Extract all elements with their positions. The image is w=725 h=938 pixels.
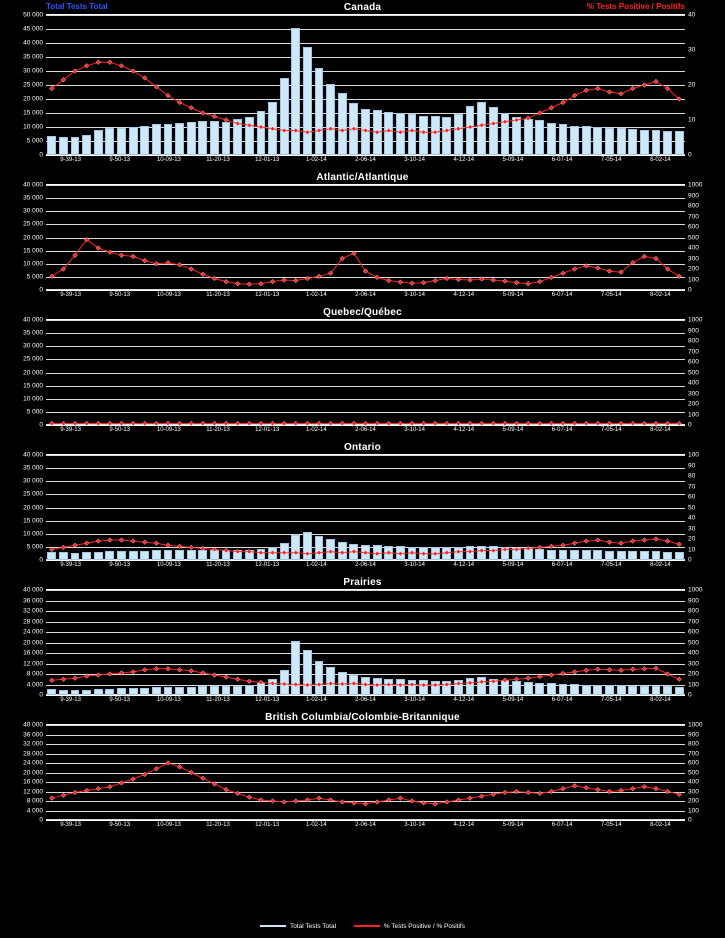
y-axis-right-tick-label: 400	[688, 649, 699, 657]
y-axis-tick-label: 12 000	[23, 788, 43, 795]
y-axis-right-tick-label: 200	[688, 670, 699, 678]
y-axis-tick-label: 25 000	[23, 355, 43, 363]
y-axis-tick-label: 35 000	[23, 329, 43, 337]
y-axis-tick-label: 24 000	[23, 628, 43, 636]
y-axis-tick-label: 10 000	[23, 395, 43, 403]
y-axis-tick-label: 25 000	[23, 220, 43, 228]
x-axis-tick-label: 5-09-14	[502, 562, 524, 568]
y-axis-right-tick-label: 800	[688, 607, 699, 615]
y-axis-tick-label: 5 000	[26, 273, 43, 281]
y-axis-tick-label: 25 000	[23, 490, 43, 498]
y-axis-tick-label: 15 000	[23, 382, 43, 390]
x-axis-tick-label: 3-10-14	[404, 697, 425, 703]
y-axis-tick-label: 4 000	[26, 681, 43, 688]
y-axis-tick-label: 30 000	[23, 207, 43, 215]
x-axis-tick-label: 2-06-14	[355, 562, 376, 568]
y-axis-right-tick-label: 700	[688, 213, 699, 220]
y-axis-right-tick-label: 0	[688, 816, 692, 824]
y-axis-right-tick-label: 0	[688, 286, 692, 294]
y-axis-tick-label: 5 000	[26, 137, 43, 145]
y-axis-right-tick-label: 70	[688, 483, 696, 490]
y-axis-tick-label: 50 000	[23, 11, 43, 19]
y-axis-right-tick-label: 600	[688, 223, 699, 231]
y-axis-right-tick-label: 100	[688, 451, 699, 459]
x-axis-tick-label: 10-09-13	[156, 157, 181, 163]
x-axis-tick-label: 9-39-13	[60, 157, 81, 163]
y-axis-right-tick-label: 100	[688, 681, 699, 688]
chart-legend	[0, 923, 725, 930]
x-axis-tick-label: 8-02-14	[650, 157, 671, 163]
legend-swatch-bars	[260, 925, 286, 927]
y-axis-tick-label: 10 000	[23, 260, 43, 268]
x-axis-tick-label: 5-09-14	[502, 697, 524, 703]
x-axis-tick-label: 11-20-13	[206, 697, 230, 703]
x-axis	[46, 291, 685, 305]
y-axis-right-tick-label: 700	[688, 348, 699, 355]
x-axis-tick-label: 12-01-13	[255, 292, 280, 298]
x-axis-tick-label: 3-10-14	[404, 427, 425, 433]
y-axis-right-tick-label: 800	[688, 202, 699, 210]
chart-title: Atlantic/Atlantique	[316, 172, 409, 183]
x-axis-tick-label: 5-09-14	[502, 427, 524, 433]
y-axis-tick-label: 30 000	[23, 67, 43, 75]
y-axis-tick-label: 0	[39, 816, 43, 824]
x-axis-tick-label: 9-39-13	[60, 292, 81, 298]
x-axis-tick-label: 11-20-13	[206, 292, 230, 298]
y-axis-tick-label: 20 000	[23, 234, 43, 241]
y-axis-right-tick-label: 30	[688, 525, 696, 532]
y-axis-right-tick-label: 50	[688, 504, 696, 511]
x-axis	[46, 426, 685, 440]
x-axis-tick-label: 3-10-14	[404, 822, 425, 828]
y-axis-right-tick-label: 1000	[688, 721, 703, 729]
x-axis-tick-label: 2-06-14	[355, 157, 376, 163]
x-axis-tick-label: 10-09-13	[156, 822, 181, 828]
x-axis-tick-label: 4-12-14	[453, 697, 475, 703]
y-axis-tick-label: 35 000	[23, 464, 43, 472]
x-axis-tick-label: 1-02-14	[306, 697, 327, 703]
y-axis-tick-label: 40 000	[23, 721, 43, 729]
x-axis-tick-label: 6-07-14	[551, 292, 573, 298]
x-axis-tick-label: 10-09-13	[156, 427, 181, 433]
y-axis-tick-label: 30 000	[23, 342, 43, 350]
legend-label-total-tests: Total Tests Total	[290, 922, 337, 930]
y-axis-right-tick-label: 10	[688, 116, 696, 124]
x-axis-tick-label: 1-02-14	[306, 292, 327, 298]
y-axis-right-tick-label: 200	[688, 265, 699, 273]
y-axis-tick-label: 20 000	[23, 369, 43, 376]
y-axis-tick-label: 36 000	[23, 731, 43, 738]
x-axis-tick-label: 4-12-14	[453, 822, 475, 828]
x-axis-tick-label: 12-01-13	[255, 562, 280, 568]
y-axis-tick-label: 0	[39, 691, 43, 699]
y-axis-right-tick-label: 500	[688, 769, 699, 776]
y-axis-tick-label: 20 000	[23, 639, 43, 646]
x-axis-tick-label: 7-05-14	[600, 157, 622, 163]
y-axis-right-tick-label: 300	[688, 390, 699, 397]
x-axis-tick-label: 5-09-14	[502, 157, 524, 163]
y-axis-tick-label: 8 000	[26, 670, 43, 678]
y-axis-right-tick-label: 40	[688, 11, 696, 19]
y-axis-right-tick-label: 500	[688, 369, 699, 376]
chart-title: Prairies	[343, 577, 382, 588]
x-axis-tick-label: 2-06-14	[355, 697, 376, 703]
y-axis-right-tick-label: 40	[688, 514, 696, 522]
y-axis-right-tick-label: 900	[688, 327, 699, 334]
x-axis	[46, 821, 685, 835]
x-axis-tick-label: 10-09-13	[156, 697, 181, 703]
y-axis-right-tick-label: 300	[688, 660, 699, 667]
y-axis-tick-label: 40 000	[23, 316, 43, 324]
y-axis-tick-label: 32 000	[23, 607, 43, 615]
x-axis-tick-label: 8-02-14	[650, 822, 671, 828]
plot-area	[23, 586, 703, 699]
chart-panel	[0, 305, 725, 440]
y-axis-tick-label: 25 000	[23, 81, 43, 89]
x-axis-tick-label: 12-01-13	[255, 822, 280, 828]
x-axis-tick-label: 6-07-14	[551, 697, 573, 703]
y-axis-right-tick-label: 20	[688, 81, 696, 89]
y-axis-right-tick-label: 60	[688, 493, 696, 501]
x-axis	[46, 156, 685, 170]
y-axis-tick-label: 36 000	[23, 597, 43, 604]
y-axis-tick-label: 4 000	[26, 807, 43, 814]
chart-panel	[0, 440, 725, 575]
y-axis-tick-label: 28 000	[23, 750, 43, 757]
x-axis-tick-label: 12-01-13	[255, 427, 280, 433]
x-axis-tick-label: 9-50-13	[109, 427, 131, 433]
percent-positive-line-series	[46, 455, 685, 560]
y-axis-right-tick-label: 100	[688, 807, 699, 814]
y-axis-right-tick-label: 700	[688, 750, 699, 757]
left-axis-legend-label: Total Tests Total	[46, 2, 108, 11]
y-axis-right-tick-label: 1000	[688, 316, 703, 324]
x-axis-tick-label: 5-09-14	[502, 822, 524, 828]
percent-positive-line-series	[46, 185, 685, 290]
y-axis-right-tick-label: 100	[688, 411, 699, 418]
x-axis-tick-label: 8-02-14	[650, 562, 671, 568]
x-axis-tick-label: 10-09-13	[156, 292, 181, 298]
y-axis-right-tick-label: 200	[688, 400, 699, 408]
x-axis-tick-label: 9-39-13	[60, 562, 81, 568]
plot-area	[23, 451, 699, 564]
x-axis-tick-label: 6-07-14	[551, 822, 573, 828]
y-axis-tick-label: 5 000	[26, 408, 43, 416]
y-axis-right-tick-label: 30	[688, 46, 696, 54]
y-axis-right-tick-label: 600	[688, 759, 699, 767]
y-axis-tick-label: 35 000	[23, 194, 43, 202]
y-axis-right-tick-label: 100	[688, 276, 699, 283]
y-axis-tick-label: 24 000	[23, 759, 43, 767]
chart-title: British Columbia/Colombie-Britannique	[265, 712, 460, 723]
y-axis-tick-label: 0	[39, 151, 43, 159]
x-axis-tick-label: 3-10-14	[404, 292, 425, 298]
x-axis-tick-label: 3-10-14	[404, 157, 425, 163]
x-axis-tick-label: 11-20-13	[206, 157, 230, 163]
y-axis-right-tick-label: 400	[688, 778, 699, 786]
y-axis-tick-label: 45 000	[23, 25, 43, 33]
x-axis-tick-label: 9-50-13	[109, 292, 131, 298]
y-axis-tick-label: 32 000	[23, 740, 43, 748]
x-axis-tick-label: 6-07-14	[551, 157, 573, 163]
x-axis-tick-label: 11-20-13	[206, 427, 230, 433]
x-axis-tick-label: 2-06-14	[355, 822, 376, 828]
x-axis-tick-label: 11-20-13	[206, 562, 230, 568]
legend-swatch-line	[354, 925, 380, 927]
x-axis-tick-label: 8-02-14	[650, 427, 671, 433]
y-axis-right-tick-label: 500	[688, 639, 699, 646]
chart-panel	[0, 575, 725, 710]
y-axis-tick-label: 10 000	[23, 123, 43, 131]
y-axis-right-tick-label: 300	[688, 788, 699, 795]
y-axis-tick-label: 8 000	[26, 797, 43, 805]
x-axis-tick-label: 9-50-13	[109, 697, 131, 703]
percent-positive-line-series	[46, 725, 685, 820]
plot-area	[23, 181, 703, 294]
x-axis-tick-label: 11-20-13	[206, 822, 230, 828]
y-axis-tick-label: 15 000	[23, 517, 43, 525]
x-axis-tick-label: 4-12-14	[453, 292, 475, 298]
x-axis-tick-label: 7-05-14	[600, 292, 622, 298]
x-axis-tick-label: 9-50-13	[109, 822, 131, 828]
y-axis-right-tick-label: 0	[688, 556, 692, 564]
y-axis-tick-label: 40 000	[23, 586, 43, 594]
x-axis-tick-label: 1-02-14	[306, 562, 327, 568]
legend-label-percent-positive: % Tests Positive / % Positifs	[383, 922, 465, 930]
y-axis-tick-label: 0	[39, 556, 43, 564]
x-axis-tick-label: 8-02-14	[650, 697, 671, 703]
x-axis-tick-label: 8-02-14	[650, 292, 671, 298]
x-axis-tick-label: 3-10-14	[404, 562, 425, 568]
y-axis-tick-label: 35 000	[23, 53, 43, 61]
y-axis-tick-label: 5 000	[26, 543, 43, 551]
y-axis-right-tick-label: 700	[688, 618, 699, 625]
percent-positive-line-series	[46, 320, 685, 425]
y-axis-right-tick-label: 800	[688, 337, 699, 345]
x-axis-tick-label: 7-05-14	[600, 822, 622, 828]
y-axis-right-tick-label: 900	[688, 731, 699, 738]
y-axis-tick-label: 0	[39, 421, 43, 429]
y-axis-tick-label: 40 000	[23, 39, 43, 47]
x-axis-tick-label: 2-06-14	[355, 292, 376, 298]
chart-title: Quebec/Québec	[323, 307, 402, 318]
y-axis-right-tick-label: 800	[688, 740, 699, 748]
x-axis-tick-label: 12-01-13	[255, 697, 280, 703]
plot-area	[23, 316, 703, 429]
y-axis-right-tick-label: 10	[688, 546, 696, 553]
x-axis	[46, 561, 685, 575]
x-axis-tick-label: 5-09-14	[502, 292, 524, 298]
y-axis-tick-label: 12 000	[23, 660, 43, 667]
x-axis-tick-label: 7-05-14	[600, 427, 622, 433]
y-axis-tick-label: 10 000	[23, 530, 43, 538]
x-axis-tick-label: 9-50-13	[109, 157, 131, 163]
y-axis-right-tick-label: 300	[688, 255, 699, 262]
chart-panel	[0, 710, 725, 835]
chart-panel	[0, 170, 725, 305]
y-axis-tick-label: 40 000	[23, 181, 43, 189]
y-axis-tick-label: 15 000	[23, 247, 43, 255]
y-axis-tick-label: 28 000	[23, 618, 43, 625]
y-axis-right-tick-label: 0	[688, 421, 692, 429]
plot-area	[23, 721, 703, 824]
percent-positive-line-series	[46, 15, 685, 155]
x-axis-tick-label: 9-39-13	[60, 427, 81, 433]
right-axis-legend-label: % Tests Positive / Positifs	[586, 2, 685, 11]
x-axis-tick-label: 10-09-13	[156, 562, 181, 568]
y-axis-right-tick-label: 600	[688, 628, 699, 636]
y-axis-right-tick-label: 900	[688, 597, 699, 604]
y-axis-tick-label: 15 000	[23, 109, 43, 117]
x-axis-tick-label: 4-12-14	[453, 157, 475, 163]
chart-panel	[0, 0, 725, 170]
y-axis-right-tick-label: 900	[688, 192, 699, 199]
percent-positive-line-series	[46, 590, 685, 695]
x-axis-tick-label: 9-50-13	[109, 562, 131, 568]
y-axis-right-tick-label: 200	[688, 797, 699, 805]
x-axis-tick-label: 6-07-14	[551, 562, 573, 568]
x-axis-tick-label: 7-05-14	[600, 697, 622, 703]
y-axis-right-tick-label: 1000	[688, 586, 703, 594]
y-axis-right-tick-label: 400	[688, 244, 699, 252]
y-axis-tick-label: 0	[39, 286, 43, 294]
chart-title: Canada	[343, 2, 382, 13]
x-axis-tick-label: 6-07-14	[551, 427, 573, 433]
x-axis-tick-label: 1-02-14	[306, 822, 327, 828]
x-axis-tick-label: 4-12-14	[453, 427, 475, 433]
plot-area	[23, 11, 696, 159]
y-axis-right-tick-label: 0	[688, 691, 692, 699]
y-axis-right-tick-label: 20	[688, 535, 696, 543]
x-axis-tick-label: 1-02-14	[306, 427, 327, 433]
y-axis-right-tick-label: 500	[688, 234, 699, 241]
x-axis-tick-label: 1-02-14	[306, 157, 327, 163]
x-axis-tick-label: 12-01-13	[255, 157, 280, 163]
y-axis-right-tick-label: 600	[688, 358, 699, 366]
x-axis-tick-label: 2-06-14	[355, 427, 376, 433]
y-axis-right-tick-label: 1000	[688, 181, 703, 189]
y-axis-right-tick-label: 90	[688, 462, 696, 469]
y-axis-right-tick-label: 400	[688, 379, 699, 387]
y-axis-right-tick-label: 0	[688, 151, 692, 159]
y-axis-tick-label: 20 000	[23, 504, 43, 511]
y-axis-tick-label: 20 000	[23, 95, 43, 103]
x-axis-tick-label: 4-12-14	[453, 562, 475, 568]
x-axis-tick-label: 9-39-13	[60, 697, 81, 703]
x-axis-tick-label: 7-05-14	[600, 562, 622, 568]
y-axis-tick-label: 20 000	[23, 769, 43, 776]
y-axis-tick-label: 16 000	[23, 649, 43, 657]
y-axis-tick-label: 16 000	[23, 778, 43, 786]
chart-title: Ontario	[344, 442, 381, 453]
y-axis-tick-label: 30 000	[23, 477, 43, 485]
y-axis-tick-label: 40 000	[23, 451, 43, 459]
x-axis-tick-label: 9-39-13	[60, 822, 81, 828]
x-axis	[46, 696, 685, 710]
y-axis-right-tick-label: 80	[688, 472, 696, 480]
